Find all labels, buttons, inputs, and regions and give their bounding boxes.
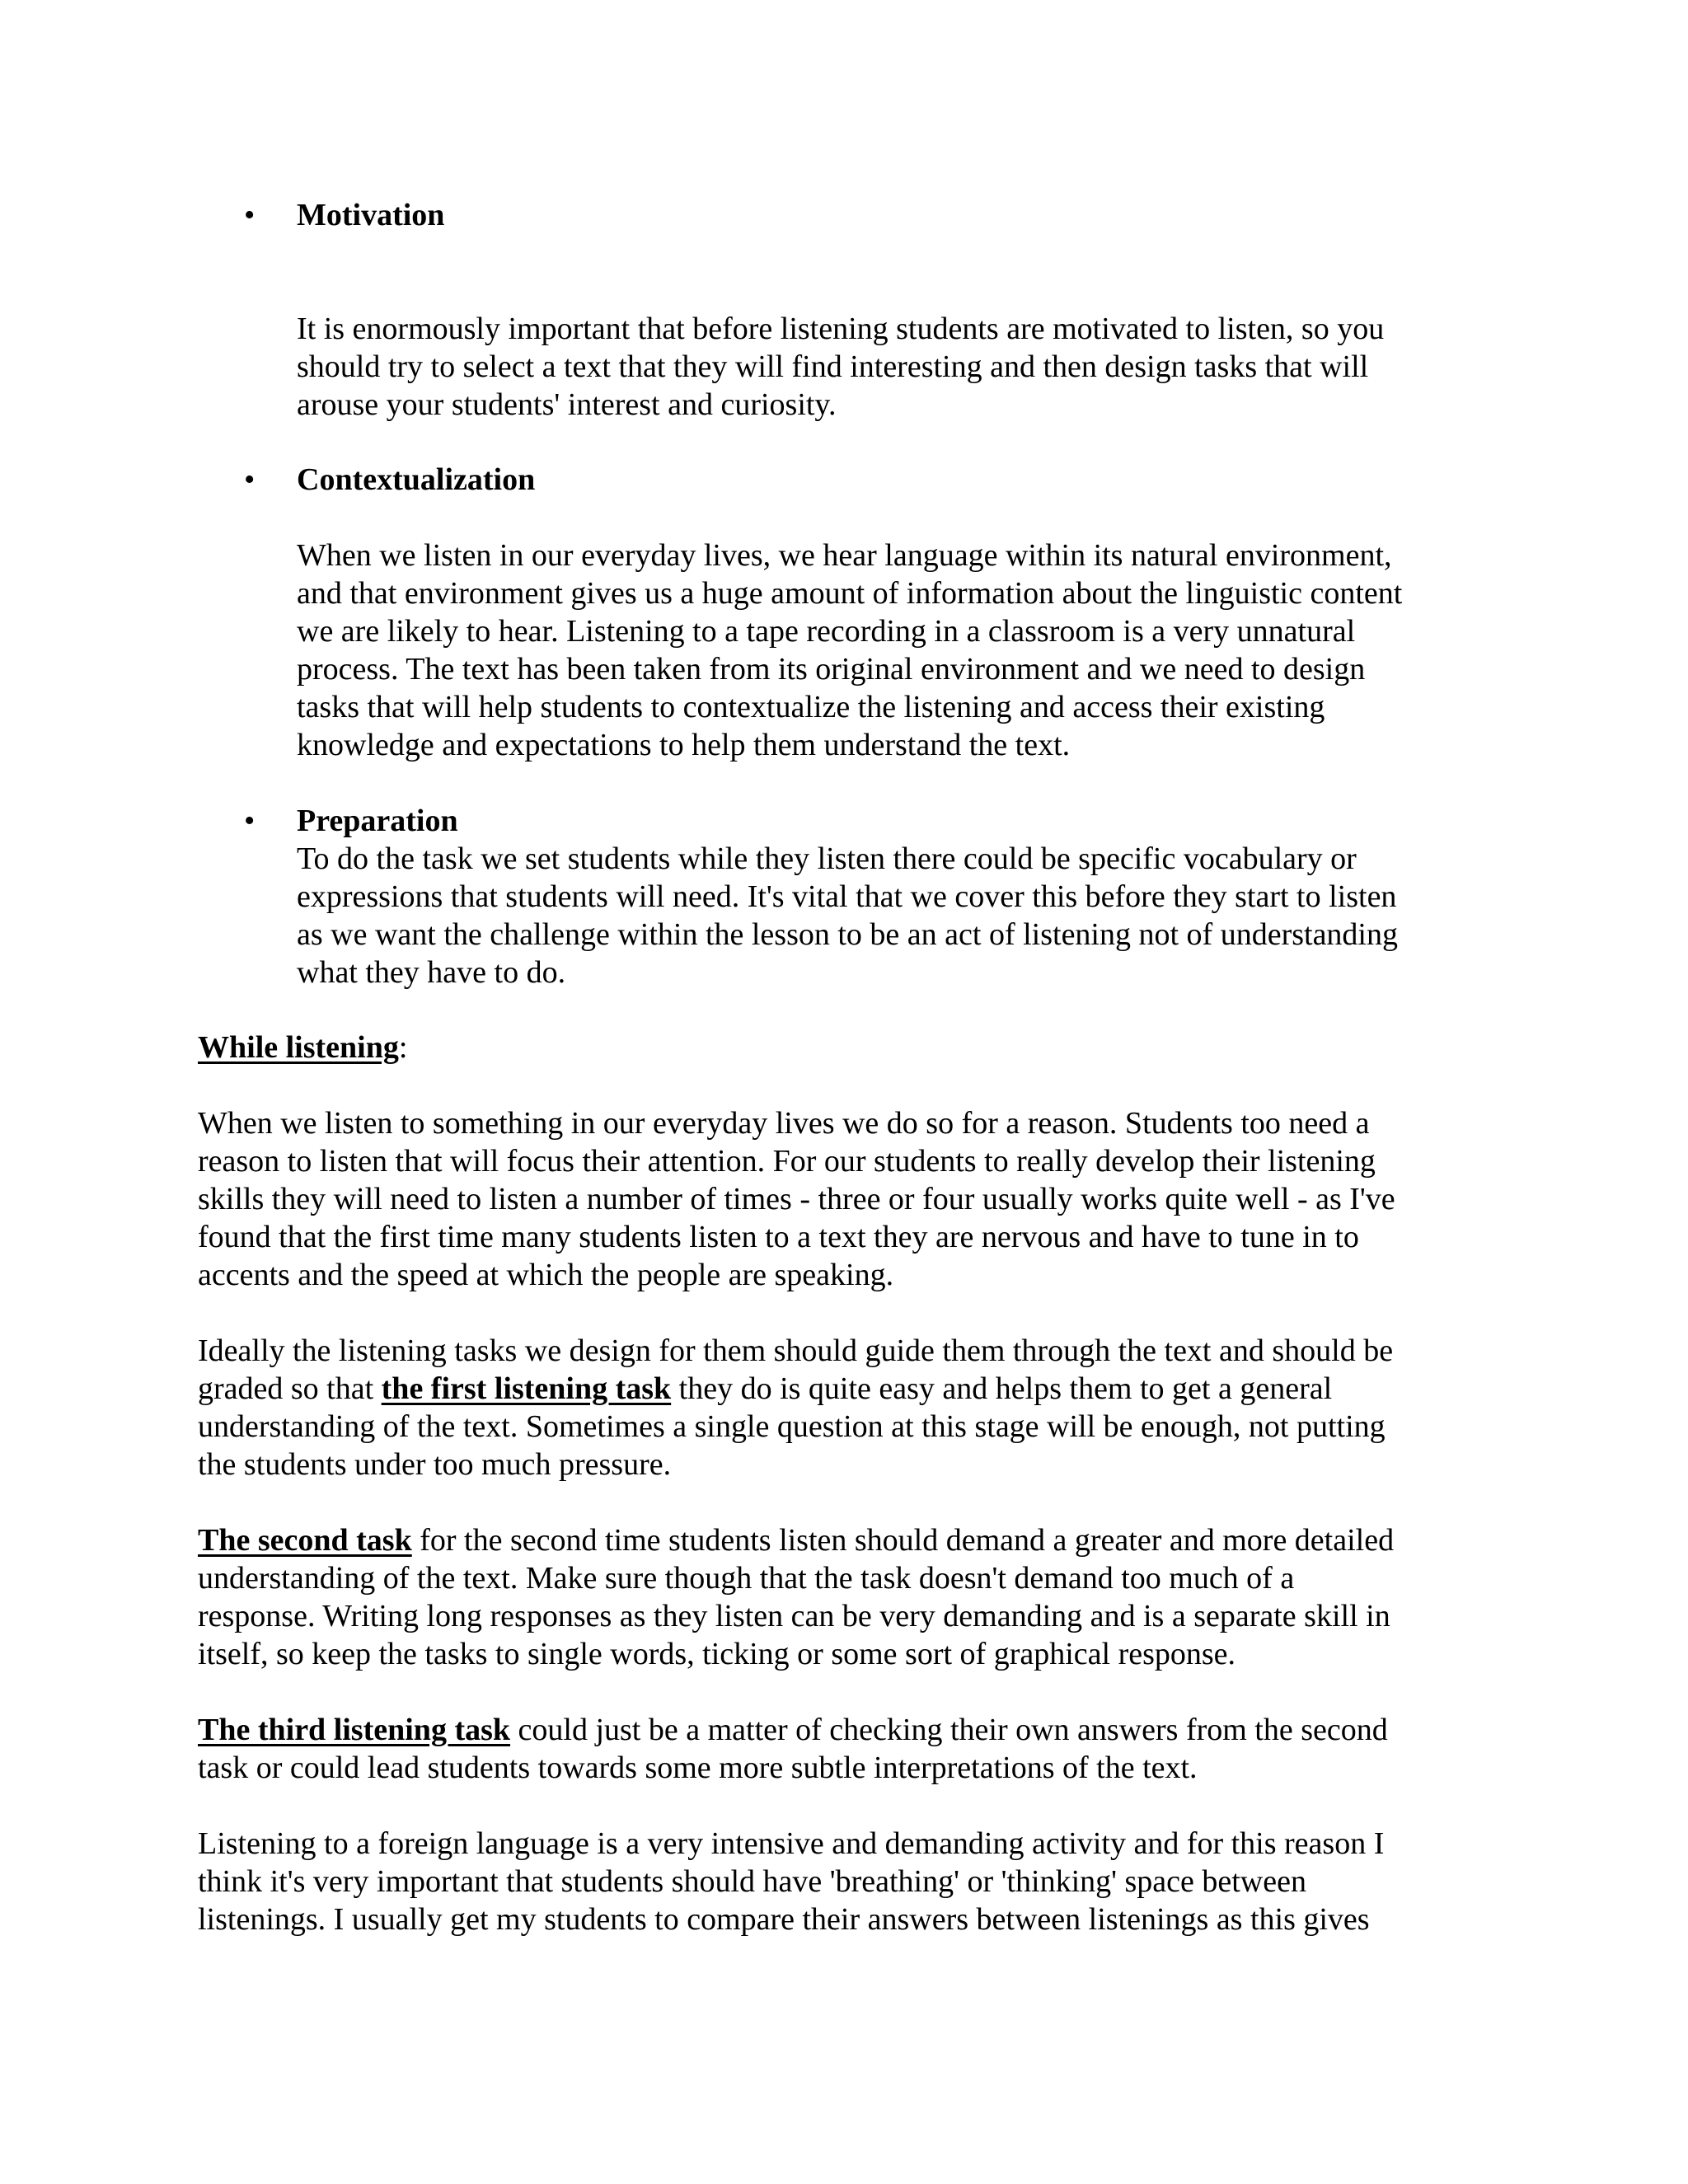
motivation-paragraph-line: arouse your students' interest and curiosity.	[297, 387, 837, 422]
contextualization-paragraph-line: process. The text has been taken from its original environment and we need to design	[297, 652, 1366, 687]
third-listening-task-emphasis: The third listening task	[198, 1713, 511, 1747]
paragraph-line: the students under too much pressure.	[198, 1447, 672, 1482]
contextualization-paragraph-line: and that environment gives us a huge amount of information about the linguistic content	[297, 576, 1403, 611]
paragraph-text: for the second time students listen should demand a greater and more detailed	[411, 1523, 1395, 1558]
contextualization-paragraph-line: tasks that will help students to contextualize the listening and access their existing	[297, 690, 1325, 724]
paragraph-text: they do is quite easy and helps them to get a general	[671, 1371, 1333, 1406]
paragraph-text: graded so that	[198, 1371, 382, 1406]
first-listening-task-emphasis: the first listening task	[381, 1371, 672, 1406]
preparation-paragraph-line: To do the task we set students while they listen there could be specific vocabulary or	[297, 841, 1357, 876]
paragraph-line: skills they will need to listen a number of times - three or four usually works quite well - as I've	[198, 1182, 1395, 1216]
paragraph-text: could just be a matter of checking their own answers from the second	[510, 1713, 1388, 1747]
paragraph-line: understanding of the text. Sometimes a single question at this stage will be enough, not putting	[198, 1409, 1386, 1444]
contextualization-heading: Contextualization	[297, 462, 536, 497]
motivation-paragraph-line: should try to select a text that they will find interesting and then design tasks that will	[297, 349, 1369, 384]
paragraph-line	[198, 1370, 1332, 1408]
paragraph-line	[198, 1711, 1388, 1749]
paragraph-line	[198, 1521, 1394, 1559]
while-listening-colon: :	[398, 1030, 408, 1065]
motivation-paragraph-line: It is enormously important that before listening students are motivated to listen, so you	[297, 312, 1385, 346]
paragraph-line: Ideally the listening tasks we design for them should guide them through the text and should be	[198, 1333, 1394, 1368]
bullet-marker: •	[244, 198, 256, 232]
while-listening-heading-text: While listening	[198, 1030, 399, 1065]
paragraph-line: task or could lead students towards some more subtle interpretations of the text.	[198, 1750, 1198, 1785]
preparation-paragraph-line: expressions that students will need. It's vital that we cover this before they start to listen	[297, 879, 1397, 914]
paragraph-line: found that the first time many students listen to a text they are nervous and have to tune in to	[198, 1220, 1359, 1254]
paragraph-line: accents and the speed at which the people are speaking.	[198, 1258, 894, 1292]
second-task-emphasis: The second task	[198, 1523, 412, 1558]
paragraph-line: When we listen to something in our everyday lives we do so for a reason. Students too need a	[198, 1106, 1370, 1141]
paragraph-line: Listening to a foreign language is a very intensive and demanding activity and for this reason I	[198, 1826, 1385, 1861]
paragraph-line: itself, so keep the tasks to single words, ticking or some sort of graphical response.	[198, 1637, 1236, 1671]
contextualization-paragraph-line: knowledge and expectations to help them understand the text.	[297, 728, 1071, 762]
preparation-paragraph-line: as we want the challenge within the lesson to be an act of listening not of understanding	[297, 917, 1398, 952]
motivation-heading: Motivation	[297, 198, 445, 232]
preparation-paragraph-line: what they have to do.	[297, 955, 566, 990]
paragraph-line: listenings. I usually get my students to compare their answers between listenings as this gives	[198, 1902, 1370, 1937]
preparation-heading: Preparation	[297, 804, 458, 838]
paragraph-line: think it's very important that students should have 'breathing' or 'thinking' space between	[198, 1864, 1306, 1899]
contextualization-paragraph-line: we are likely to hear. Listening to a tape recording in a classroom is a very unnatural	[297, 614, 1356, 649]
while-listening-heading	[198, 1029, 407, 1066]
contextualization-paragraph-line: When we listen in our everyday lives, we hear language within its natural environment,	[297, 538, 1392, 573]
paragraph-line: reason to listen that will focus their attention. For our students to really develop their listening	[198, 1144, 1376, 1179]
bullet-marker: •	[244, 462, 256, 497]
paragraph-line: understanding of the text. Make sure though that the task doesn't demand too much of a	[198, 1561, 1295, 1596]
paragraph-line: response. Writing long responses as they listen can be very demanding and is a separate skill in	[198, 1599, 1390, 1633]
bullet-marker: •	[244, 804, 256, 838]
